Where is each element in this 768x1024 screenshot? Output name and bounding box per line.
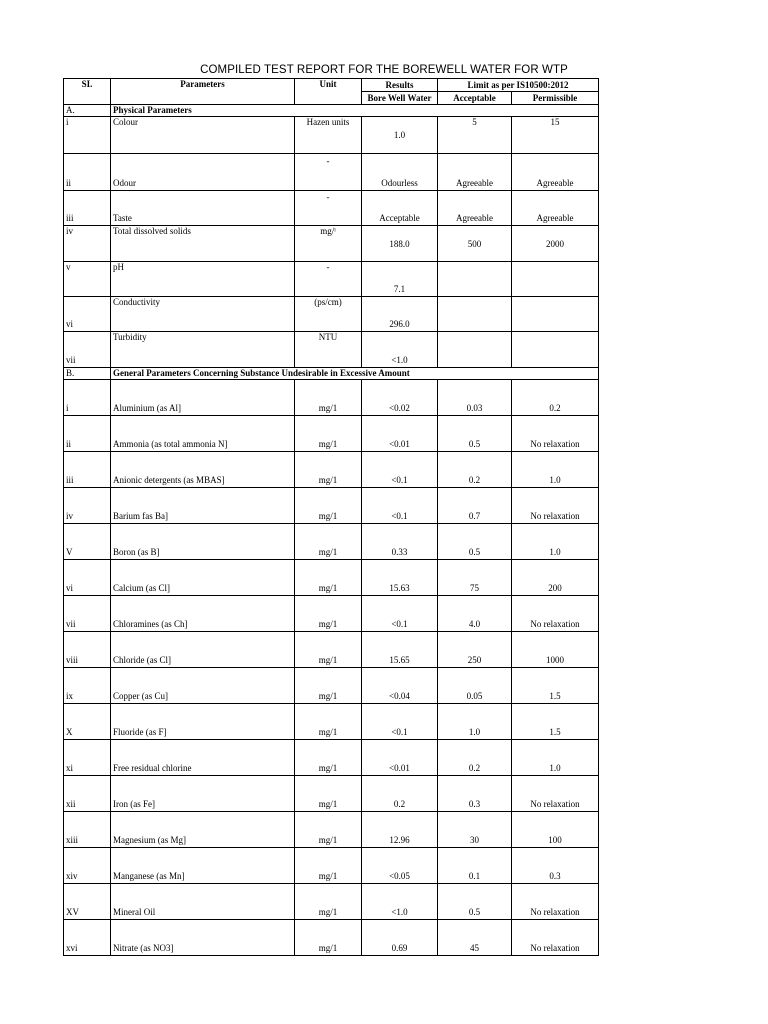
table-row — [64, 668, 599, 704]
row-sl: XV — [64, 884, 111, 920]
row-result: <0.05 — [362, 848, 438, 884]
row-parameter: Taste — [111, 191, 295, 226]
row-parameter: Colour — [111, 117, 295, 154]
row-permissible — [512, 262, 599, 297]
row-sl: iv — [64, 226, 111, 262]
row-permissible: No relaxation — [512, 416, 599, 452]
row-unit: mg/1 — [295, 668, 362, 704]
row-result: 188.0 — [362, 226, 438, 262]
row-permissible: 1.5 — [512, 704, 599, 740]
row-permissible: 0.3 — [512, 848, 599, 884]
table-row — [64, 297, 599, 332]
row-result: 0.69 — [362, 920, 438, 956]
row-unit: Hazen units — [295, 117, 362, 154]
row-permissible — [512, 297, 599, 332]
table-row — [64, 416, 599, 452]
row-unit: mg/1 — [295, 524, 362, 560]
row-result: 15.65 — [362, 632, 438, 668]
row-acceptable: 0.03 — [438, 380, 512, 416]
row-parameter: Turbidity — [111, 332, 295, 368]
row-unit: mg/1 — [295, 776, 362, 812]
row-parameter: Calcium (as Cl] — [111, 560, 295, 596]
table-row — [64, 740, 599, 776]
row-sl: i — [64, 380, 111, 416]
header-sl: SI. — [64, 79, 111, 105]
row-acceptable: 0.3 — [438, 776, 512, 812]
row-result: 0.33 — [362, 524, 438, 560]
row-parameter: Nitrate (as NO3] — [111, 920, 295, 956]
row-permissible: 1.0 — [512, 452, 599, 488]
table-row — [64, 776, 599, 812]
row-acceptable — [438, 332, 512, 368]
row-permissible — [512, 332, 599, 368]
row-acceptable: 0.5 — [438, 524, 512, 560]
row-unit: - — [295, 262, 362, 297]
header-row-1 — [64, 79, 599, 92]
header-unit: Unit — [295, 79, 362, 105]
row-parameter: Mineral Oil — [111, 884, 295, 920]
row-acceptable: 500 — [438, 226, 512, 262]
row-acceptable: 0.2 — [438, 452, 512, 488]
row-result: 0.2 — [362, 776, 438, 812]
row-unit: mg/1 — [295, 704, 362, 740]
table-row — [64, 812, 599, 848]
row-unit: mg/1 — [295, 884, 362, 920]
row-parameter: Anionic detergents (as MBAS] — [111, 452, 295, 488]
row-unit: mg/1 — [295, 920, 362, 956]
table-row — [64, 848, 599, 884]
row-result: Acceptable — [362, 191, 438, 226]
row-parameter: Free residual chlorine — [111, 740, 295, 776]
row-unit: mg/1 — [295, 560, 362, 596]
row-permissible: 1000 — [512, 632, 599, 668]
row-acceptable: 5 — [438, 117, 512, 154]
section-a-title: Physical Parameters — [111, 105, 599, 117]
row-unit: mg/1 — [295, 632, 362, 668]
row-result: 15.63 — [362, 560, 438, 596]
header-limit: Limit as per IS10500:2012 — [438, 79, 599, 92]
section-b-row — [64, 368, 599, 380]
row-sl: xii — [64, 776, 111, 812]
header-acceptable: Acceptable — [438, 92, 512, 105]
row-result: 12.96 — [362, 812, 438, 848]
row-acceptable — [438, 297, 512, 332]
report-title: COMPILED TEST REPORT FOR THE BOREWELL WATER FOR WTP — [200, 64, 568, 76]
row-permissible: 1.0 — [512, 524, 599, 560]
row-result: <0.1 — [362, 596, 438, 632]
row-sl: xiii — [64, 812, 111, 848]
row-permissible: Agreeable — [512, 191, 599, 226]
row-sl: vii — [64, 596, 111, 632]
row-result: <0.1 — [362, 704, 438, 740]
row-acceptable — [438, 262, 512, 297]
row-result: 7.1 — [362, 262, 438, 297]
row-parameter: Ammonia (as total ammonia N] — [111, 416, 295, 452]
row-acceptable: 0.5 — [438, 884, 512, 920]
header-permissible: Permissible — [512, 92, 599, 105]
row-permissible: No relaxation — [512, 596, 599, 632]
row-result: <0.1 — [362, 488, 438, 524]
row-sl: ii — [64, 416, 111, 452]
section-a-sl: A. — [64, 105, 111, 117]
row-sl: vii — [64, 332, 111, 368]
row-parameter: Fluoride (as F] — [111, 704, 295, 740]
table-row — [64, 262, 599, 297]
table-row — [64, 117, 599, 154]
table-row — [64, 884, 599, 920]
row-unit: mg/1 — [295, 596, 362, 632]
row-acceptable: 250 — [438, 632, 512, 668]
row-result: <0.01 — [362, 740, 438, 776]
row-result: Odourless — [362, 154, 438, 191]
row-permissible: 2000 — [512, 226, 599, 262]
row-permissible: 100 — [512, 812, 599, 848]
row-result: <0.04 — [362, 668, 438, 704]
row-unit: - — [295, 154, 362, 191]
row-permissible: No relaxation — [512, 920, 599, 956]
table-row — [64, 380, 599, 416]
row-sl: X — [64, 704, 111, 740]
row-sl: iii — [64, 452, 111, 488]
row-parameter: Manganese (as Mn] — [111, 848, 295, 884]
row-sl: ix — [64, 668, 111, 704]
row-result: <1.0 — [362, 884, 438, 920]
row-result: <1.0 — [362, 332, 438, 368]
row-parameter: Chloride (as Cl] — [111, 632, 295, 668]
row-parameter: Magnesium (as Mg] — [111, 812, 295, 848]
row-unit: mg/1 — [295, 452, 362, 488]
row-acceptable: 75 — [438, 560, 512, 596]
table-row — [64, 920, 599, 956]
row-sl: xiv — [64, 848, 111, 884]
row-acceptable: 0.5 — [438, 416, 512, 452]
section-a-row — [64, 105, 599, 117]
row-permissible: Agreeable — [512, 154, 599, 191]
table-row — [64, 452, 599, 488]
row-unit: mg/1 — [295, 488, 362, 524]
row-permissible: No relaxation — [512, 488, 599, 524]
row-unit: mg/ˡ — [295, 226, 362, 262]
row-sl: iv — [64, 488, 111, 524]
row-result: <0.02 — [362, 380, 438, 416]
row-parameter: Chloramines (as Ch] — [111, 596, 295, 632]
table-row — [64, 704, 599, 740]
row-sl: viii — [64, 632, 111, 668]
table-row — [64, 226, 599, 262]
table-row — [64, 524, 599, 560]
row-parameter: Barium fas Ba] — [111, 488, 295, 524]
row-unit: mg/1 — [295, 416, 362, 452]
row-parameter: Odour — [111, 154, 295, 191]
row-acceptable: 0.2 — [438, 740, 512, 776]
row-sl: V — [64, 524, 111, 560]
table-row — [64, 154, 599, 191]
row-parameter: Copper (as Cu] — [111, 668, 295, 704]
row-result: 1.0 — [362, 117, 438, 154]
row-result: <0.01 — [362, 416, 438, 452]
section-b-sl: B. — [64, 368, 111, 380]
row-sl: v — [64, 262, 111, 297]
row-permissible: 200 — [512, 560, 599, 596]
header-parameters: Parameters — [111, 79, 295, 105]
table-row — [64, 632, 599, 668]
table-row — [64, 191, 599, 226]
row-sl: vi — [64, 560, 111, 596]
row-unit: mg/1 — [295, 380, 362, 416]
row-unit: - — [295, 191, 362, 226]
row-acceptable: 0.05 — [438, 668, 512, 704]
row-acceptable: 0.7 — [438, 488, 512, 524]
header-results: Results — [362, 79, 438, 92]
row-unit: (ps/cm) — [295, 297, 362, 332]
table-row — [64, 488, 599, 524]
row-parameter: Boron (as B] — [111, 524, 295, 560]
table-row — [64, 332, 599, 368]
row-parameter: Conductivity — [111, 297, 295, 332]
row-unit: mg/1 — [295, 740, 362, 776]
row-parameter: Aluminium (as Al] — [111, 380, 295, 416]
row-parameter: Total dissolved solids — [111, 226, 295, 262]
row-acceptable: 30 — [438, 812, 512, 848]
table-row — [64, 560, 599, 596]
row-acceptable: 45 — [438, 920, 512, 956]
row-acceptable: 0.1 — [438, 848, 512, 884]
row-sl: i — [64, 117, 111, 154]
row-unit: mg/1 — [295, 812, 362, 848]
row-sl: ii — [64, 154, 111, 191]
row-parameter: pH — [111, 262, 295, 297]
row-sl: xi — [64, 740, 111, 776]
row-sl: xvi — [64, 920, 111, 956]
row-result: 296.0 — [362, 297, 438, 332]
row-permissible: 15 — [512, 117, 599, 154]
row-unit: mg/1 — [295, 848, 362, 884]
row-permissible: 1.5 — [512, 668, 599, 704]
row-acceptable: 4.0 — [438, 596, 512, 632]
row-sl: vi — [64, 297, 111, 332]
row-parameter: Iron (as Fe] — [111, 776, 295, 812]
row-unit: NTU — [295, 332, 362, 368]
section-b-title: General Parameters Concerning Substance Undesirable in Excessive Amount — [111, 368, 599, 380]
row-result: <0.1 — [362, 452, 438, 488]
row-acceptable: 1.0 — [438, 704, 512, 740]
row-sl: iii — [64, 191, 111, 226]
table-row — [64, 596, 599, 632]
row-acceptable: Agreeable — [438, 154, 512, 191]
row-permissible: No relaxation — [512, 776, 599, 812]
row-permissible: 0.2 — [512, 380, 599, 416]
row-acceptable: Agreeable — [438, 191, 512, 226]
report-table — [63, 78, 599, 956]
header-bore-well-water: Bore Well Water — [362, 92, 438, 105]
row-permissible: No relaxation — [512, 884, 599, 920]
row-permissible: 1.0 — [512, 740, 599, 776]
